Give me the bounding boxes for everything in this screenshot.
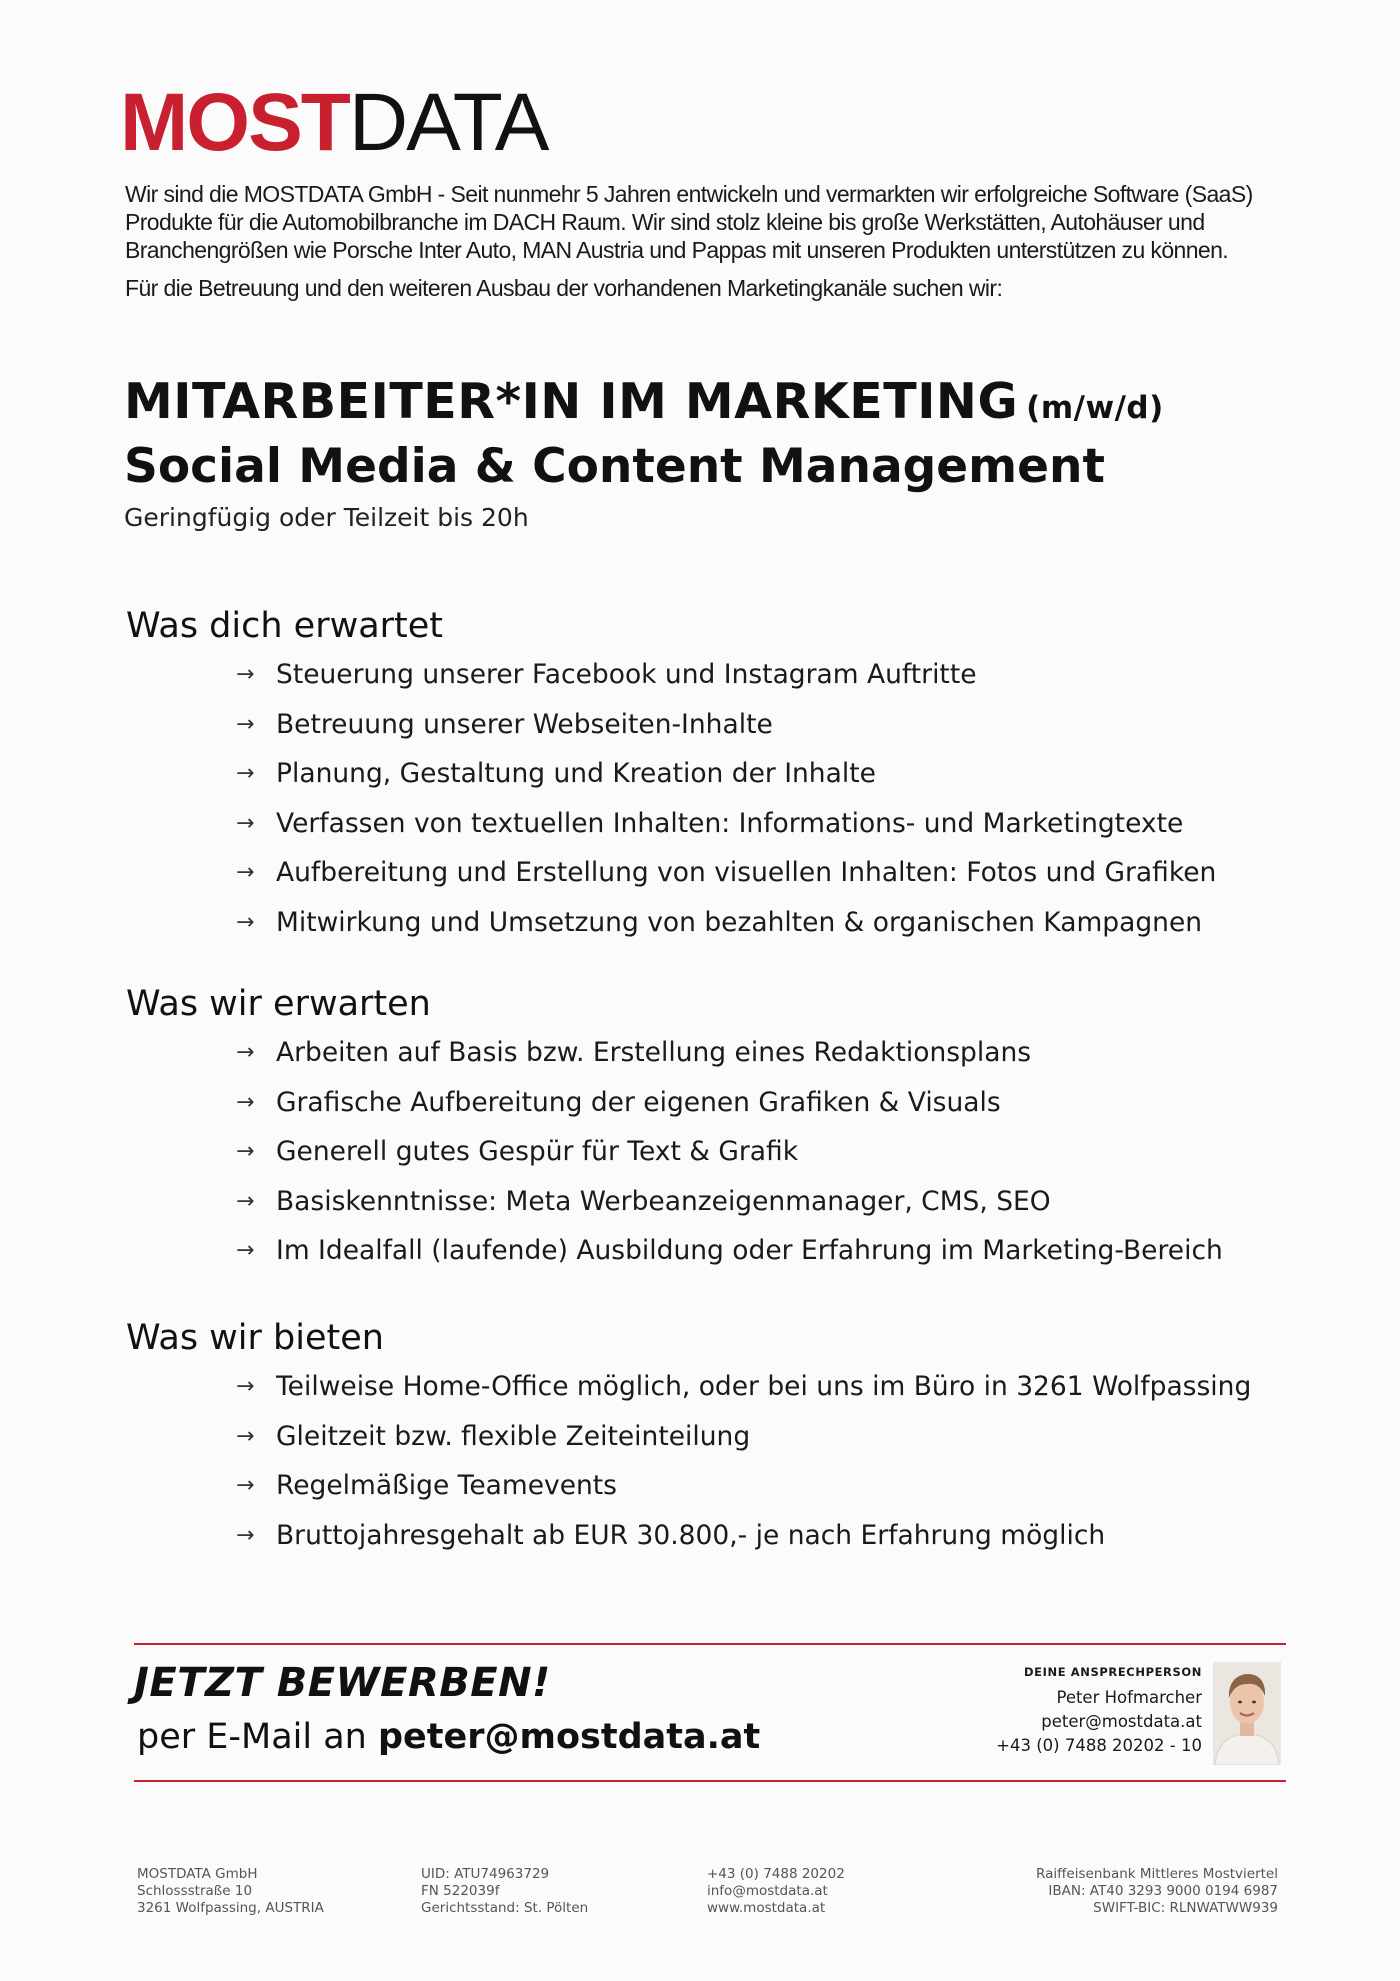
job-headline bbox=[124, 372, 1304, 536]
job-hours: Geringfügig oder Teilzeit bis 20h bbox=[124, 503, 529, 532]
job-title-text: MITARBEITER*IN IM MARKETING bbox=[124, 373, 1019, 430]
apply-prefix: per E-Mail an bbox=[137, 1717, 378, 1757]
contact-photo bbox=[1213, 1662, 1281, 1765]
job-title bbox=[124, 372, 1304, 438]
contact-name: Peter Hofmarcher bbox=[1056, 1688, 1202, 1707]
footer-website-link[interactable]: www.mostdata.at bbox=[707, 1900, 826, 1916]
list-item: → Bruttojahresgehalt ab EUR 30.800,- je nach Erfahrung möglich bbox=[126, 1511, 1276, 1561]
list-item: → Basiskenntnisse: Meta Werbeanzeigenmanager, CMS, SEO bbox=[126, 1177, 1276, 1227]
section-title: Was dich erwartet bbox=[126, 606, 444, 646]
gender-note: (m/w/d) bbox=[1026, 390, 1164, 426]
job-subtitle: Social Media & Content Management bbox=[124, 439, 1105, 494]
list-item: → Aufbereitung und Erstellung von visuellen Inhalten: Fotos und Grafiken bbox=[126, 848, 1276, 898]
arrow-right-icon: → bbox=[236, 1522, 255, 1548]
divider-top bbox=[134, 1643, 1286, 1645]
arrow-right-icon: → bbox=[236, 810, 255, 836]
section-list bbox=[126, 1362, 1276, 1560]
arrow-right-icon: → bbox=[236, 662, 255, 687]
footer-legal: UID: ATU74963729 FN 522039f Gerichtsstand: St. Pölten bbox=[421, 1866, 589, 1916]
list-item: → Im Idealfall (laufende) Ausbildung oder Erfahrung im Marketing-Bereich bbox=[126, 1226, 1276, 1276]
divider-bottom bbox=[134, 1780, 1286, 1782]
logo-most: MOST bbox=[120, 77, 349, 168]
arrow-right-icon: → bbox=[236, 1089, 255, 1115]
footer-company: MOSTDATA GmbH Schlossstraße 10 3261 Wolfpassing, AUSTRIA bbox=[137, 1866, 324, 1916]
contact-label: DEINE ANSPRECHPERSON bbox=[1024, 1665, 1202, 1679]
apply-line bbox=[137, 1717, 760, 1757]
mostdata-logo bbox=[120, 77, 548, 168]
intro-paragraph: Wir sind die MOSTDATA GmbH - Seit nunmehr 5 Jahren entwickeln und vermarkten wir erfolgreiche Software (SaaS) Produkte für die Automobilbranche im DACH Raum. Wir sind stolz kleine bis große Werkstätten, Autohäuser und Branchengrößen wie Porsche Inter Auto, MAN Austria und Pappas mit unseren Produkten unterstützen zu können. bbox=[125, 181, 1253, 263]
arrow-right-icon: → bbox=[236, 1238, 255, 1263]
list-item: → Betreuung unserer Webseiten-Inhalte bbox=[126, 700, 1276, 750]
arrow-right-icon: → bbox=[236, 1188, 255, 1214]
arrow-right-icon: → bbox=[236, 1423, 255, 1449]
list-item: → Teilweise Home-Office möglich, oder bei uns im Büro in 3261 Wolfpassing bbox=[126, 1362, 1276, 1412]
list-item: → Steuerung unserer Facebook und Instagram Auftritte bbox=[126, 650, 1276, 700]
arrow-right-icon: → bbox=[236, 1040, 255, 1065]
apply-heading: JETZT BEWERBEN! bbox=[134, 1660, 551, 1706]
list-item: → Arbeiten auf Basis bzw. Erstellung eines Redaktionsplans bbox=[126, 1028, 1276, 1078]
section-title: Was wir bieten bbox=[126, 1318, 384, 1358]
arrow-right-icon: → bbox=[236, 1473, 255, 1498]
logo-data: DATA bbox=[348, 77, 548, 168]
contact-email-link[interactable]: peter@mostdata.at bbox=[1041, 1712, 1202, 1731]
arrow-right-icon: → bbox=[236, 1374, 255, 1399]
contact-phone: +43 (0) 7488 20202 - 10 bbox=[996, 1736, 1202, 1755]
section-list bbox=[126, 650, 1276, 947]
list-item: → Verfassen von textuellen Inhalten: Informations- und Marketingtexte bbox=[126, 799, 1276, 849]
section-requirements bbox=[126, 982, 1276, 1276]
arrow-right-icon: → bbox=[236, 909, 255, 935]
arrow-right-icon: → bbox=[236, 1139, 255, 1164]
list-item: → Regelmäßige Teamevents bbox=[126, 1461, 1276, 1511]
section-list bbox=[126, 1028, 1276, 1276]
footer-bank: Raiffeisenbank Mittleres Mostviertel IBAN: AT40 3293 9000 0194 6987 SWIFT-BIC: RLNWATWW939 bbox=[1036, 1866, 1278, 1916]
list-item: → Generell gutes Gespür für Text & Grafik bbox=[126, 1127, 1276, 1177]
list-item: → Grafische Aufbereitung der eigenen Grafiken & Visuals bbox=[126, 1078, 1276, 1128]
list-item: → Planung, Gestaltung und Kreation der Inhalte bbox=[126, 749, 1276, 799]
section-expectations bbox=[126, 604, 1276, 947]
footer-phone: +43 (0) 7488 20202 bbox=[707, 1866, 845, 1882]
section-title: Was wir erwarten bbox=[126, 984, 431, 1024]
list-item: → Mitwirkung und Umsetzung von bezahlten & organischen Kampagnen bbox=[126, 898, 1276, 948]
arrow-right-icon: → bbox=[236, 711, 255, 737]
arrow-right-icon: → bbox=[236, 761, 255, 786]
list-item: → Gleitzeit bzw. flexible Zeiteinteilung bbox=[126, 1412, 1276, 1462]
footer-email-link[interactable]: info@mostdata.at bbox=[707, 1883, 828, 1899]
company-intro bbox=[125, 180, 1295, 302]
arrow-right-icon: → bbox=[236, 860, 255, 885]
intro-search-line: Für die Betreuung und den weiteren Ausbau der vorhandenen Marketingkanäle suchen wir: bbox=[125, 275, 1003, 301]
contact-person bbox=[996, 1665, 1202, 1758]
footer-contact bbox=[707, 1866, 845, 1917]
person-portrait-icon bbox=[1213, 1662, 1281, 1765]
section-benefits bbox=[126, 1316, 1276, 1560]
apply-email-link[interactable]: peter@mostdata.at bbox=[377, 1717, 761, 1757]
